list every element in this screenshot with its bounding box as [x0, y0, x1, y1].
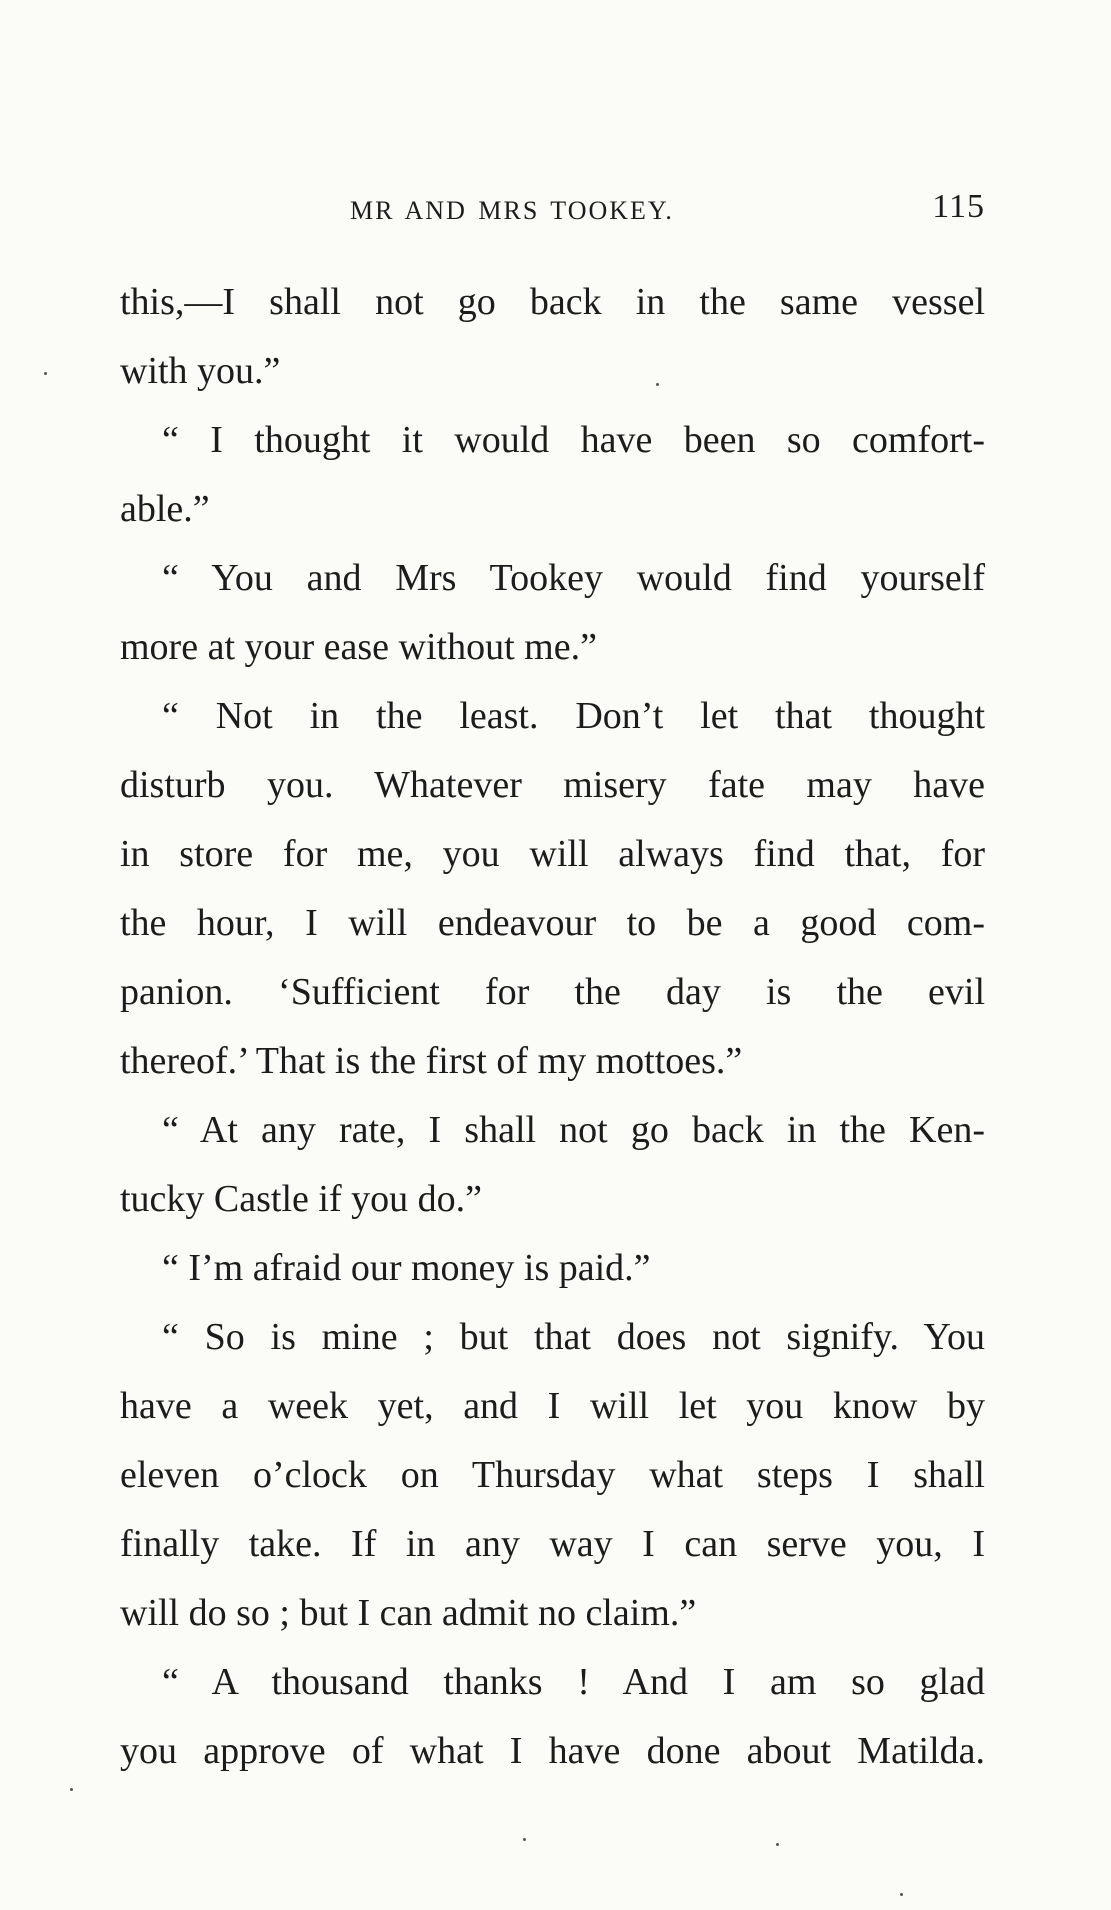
- text-line: “ At any rate, I shall not go back in the Ken-: [162, 1109, 985, 1151]
- text-line: you approve of what I have done about Matilda.: [120, 1730, 985, 1772]
- body-text: [120, 268, 985, 1786]
- text-line: “ Not in the least. Don’t let that thought: [162, 695, 985, 737]
- text-line: finally take. If in any way I can serve you, I: [120, 1523, 985, 1565]
- paper-speck: [70, 1788, 73, 1791]
- text-line: thereof.’ That is the first of my mottoes.”: [120, 1040, 743, 1082]
- text-line: eleven o’clock on Thursday what steps I shall: [120, 1454, 985, 1496]
- paper-speck: [900, 1893, 903, 1896]
- paper-speck: [44, 372, 47, 375]
- paper-speck: [656, 383, 659, 386]
- text-line: able.”: [120, 488, 210, 530]
- text-line: more at your ease without me.”: [120, 626, 597, 668]
- text-line: have a week yet, and I will let you know by: [120, 1385, 985, 1427]
- page-number: 115: [932, 188, 985, 225]
- text-line: tucky Castle if you do.”: [120, 1178, 482, 1220]
- text-line: “ I’m afraid our money is paid.”: [162, 1247, 651, 1289]
- text-line: will do so ; but I can admit no claim.”: [120, 1592, 697, 1634]
- text-line: this,—I shall not go back in the same vessel: [120, 281, 985, 323]
- text-line: the hour, I will endeavour to be a good com-: [120, 902, 985, 944]
- text-line: “ You and Mrs Tookey would find yourself: [162, 557, 985, 599]
- text-line: disturb you. Whatever misery fate may have: [120, 764, 985, 806]
- text-line: “ So is mine ; but that does not signify. You: [162, 1316, 985, 1358]
- running-head: [120, 188, 985, 238]
- text-line: with you.”: [120, 350, 281, 392]
- paper-speck: [776, 1843, 779, 1846]
- text-line: “ A thousand thanks ! And I am so glad: [162, 1661, 985, 1703]
- text-line: panion. ‘Sufficient for the day is the evil: [120, 971, 985, 1013]
- paper-speck: [523, 1838, 526, 1841]
- text-line: “ I thought it would have been so comfort-: [162, 419, 985, 461]
- running-head-title: MR AND MRS TOOKEY.: [350, 196, 674, 225]
- text-line: in store for me, you will always find that, for: [120, 833, 985, 875]
